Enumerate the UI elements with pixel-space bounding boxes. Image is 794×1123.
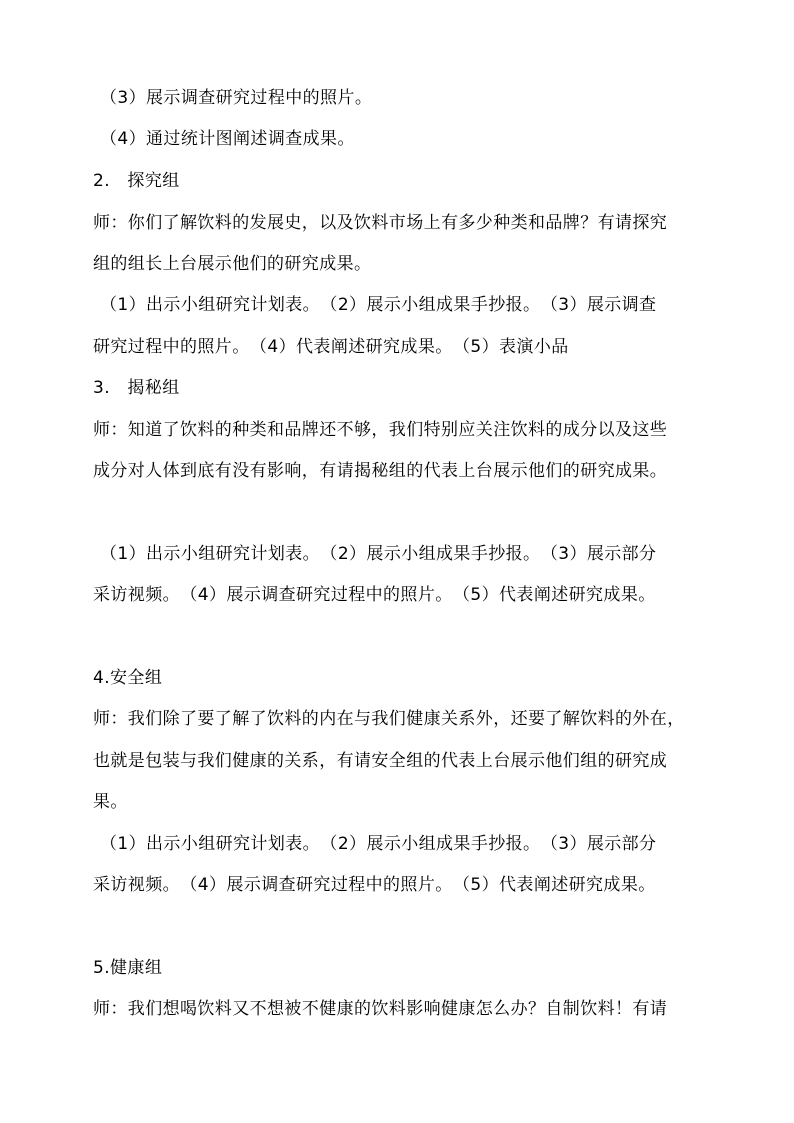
- text-line: （4）通过统计图阐述调查成果。: [100, 129, 355, 149]
- text-line: （3）展示调查研究过程中的照片。: [100, 88, 373, 108]
- section-heading: 4.安全组: [93, 668, 163, 688]
- text-line: （1）出示小组研究计划表。 （2）展示小组成果手抄报。 （3）展示调查: [100, 295, 657, 315]
- text-line: 师：你们了解饮料的发展史，以及饮料市场上有多少种类和品牌？有请探究: [93, 213, 668, 233]
- section-heading: 2. 探究组: [93, 171, 180, 191]
- text-line: 采访视频。 （4）展示调查研究过程中的照片。 （5）代表阐述研究成果。: [93, 585, 656, 605]
- text-line: 采访视频。 （4）展示调查研究过程中的照片。 （5）代表阐述研究成果。: [93, 875, 656, 895]
- text-line: 师：知道了饮料的种类和品牌还不够，我们特别应关注饮料的成分以及这些: [93, 420, 668, 440]
- text-line: 师：我们想喝饮料又不想被不健康的饮料影响健康怎么办？自制饮料！有请: [93, 999, 668, 1019]
- text-line: 师：我们除了要了解了饮料的内在与我们健康关系外，还要了解饮料的外在，: [93, 709, 685, 729]
- text-line: 研究过程中的照片。 （4）代表阐述研究成果。 （5）表演小品: [93, 337, 569, 357]
- section-heading: 5.健康组: [93, 958, 163, 978]
- text-line: （1）出示小组研究计划表。 （2）展示小组成果手抄报。 （3）展示部分: [100, 544, 657, 564]
- text-line: 成分对人体到底有没有影响，有请揭秘组的代表上台展示他们的研究成果。: [93, 461, 668, 481]
- text-line: （1）出示小组研究计划表。 （2）展示小组成果手抄报。 （3）展示部分: [100, 834, 657, 854]
- section-heading: 3. 揭秘组: [93, 378, 180, 398]
- text-line: 组的组长上台展示他们的研究成果。: [93, 254, 372, 274]
- text-line: 果。: [93, 792, 128, 812]
- text-line: 也就是包装与我们健康的关系，有请安全组的代表上台展示他们组的研究成: [93, 751, 668, 771]
